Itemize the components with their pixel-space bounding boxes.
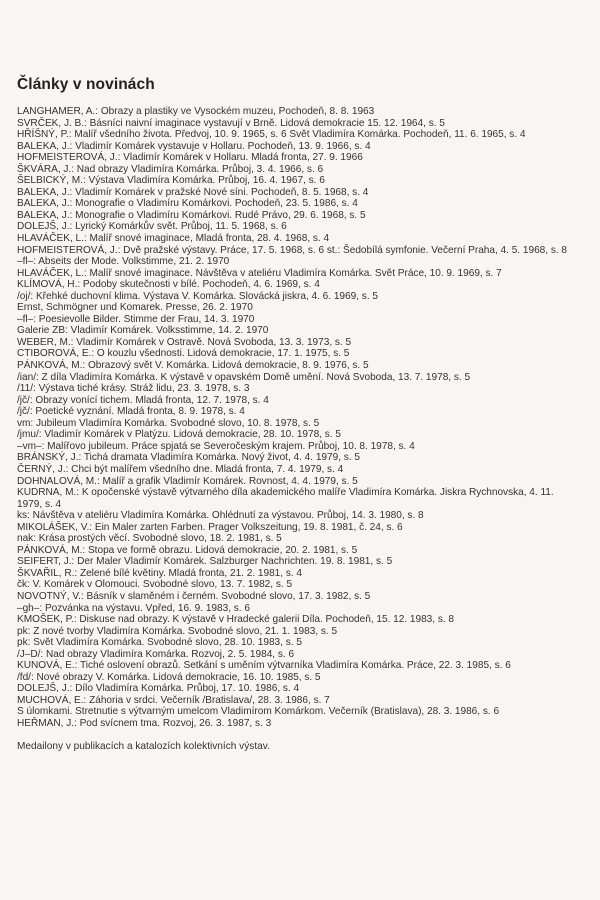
bibliography-entry: MUCHOVÁ, E.: Záhoria v srdci. Večerník /Bratislava/, 28. 3. 1986, s. 7 <box>17 694 330 706</box>
bibliography-entry: WEBER, M.: Vladimír Komárek v Ostravě. Nová Svoboda, 13. 3. 1973, s. 5 <box>17 336 352 348</box>
bibliography-entry: –vm–: Malířovo jubileum. Práce spjatá se Severočeským krajem. Průboj, 10. 8. 1978, s. 4 <box>17 440 415 452</box>
bibliography-entry: HLAVÁČEK, L.: Malíř snové imaginace. Návštěva v ateliéru Vladimíra Komárka. Svět Práce, 10. 9. 1969, s. 7 <box>17 267 502 279</box>
bibliography-entry: S úlomkami. Stretnutie s výtvarným umelcom Vladimírom Komárkom. Večerník (Bratislava), 28. 3. 1986, s. 6 <box>17 706 500 718</box>
bibliography-entry: BALEKA, J.: Vladimír Komárek vystavuje v Hollaru. Pochodeň, 13. 9. 1966, s. 4 <box>17 140 371 152</box>
bibliography-entry: KUNOVÁ, E.: Tiché oslovení obrazů. Setkání s uměním výtvarníka Vladimíra Komárka. Práce, 22. 3. 1985, s. 6 <box>17 660 511 672</box>
bibliography-entry: SVRČEK, J. B.: Básníci naivní imaginace vystavují v Brně. Lidová demokracie 15. 12. 1964, s. 5 <box>17 117 445 129</box>
bibliography-entry: HŘÍŠNÝ, P.: Malíř všedního života. Předvoj, 10. 9. 1965, s. 6 Svět Vladimíra Komárka. Pochodeň, 11. 6. 1965, s. 4 <box>17 129 526 141</box>
bibliography-entry: ŠKVÁRA, J.: Nad obrazy Vladimíra Komárka. Průboj, 3. 4. 1966, s. 6 <box>17 163 324 175</box>
bibliography-entry: HLAVÁČEK, L.: Malíř snové imaginace, Mladá fronta, 28. 4. 1968, s. 4 <box>17 233 330 245</box>
bibliography-entry: HEŘMAN, J.: Pod svícnem tma. Rozvoj, 26. 3. 1987, s. 3 <box>17 717 272 729</box>
bibliography-entry: PÁNKOVÁ, M.: Stopa ve formě obrazu. Lidová demokracie, 20. 2. 1981, s. 5 <box>17 544 358 556</box>
bibliography-entry: /jmu/: Vladimír Komárek v Platýzu. Lidová demokracie, 28. 10. 1978, s. 5 <box>17 429 341 441</box>
bibliography-entry: BRÁNSKÝ, J.: Tichá dramata Vladimíra Komárka. Nový život, 4. 4. 1979, s. 5 <box>17 452 360 464</box>
bibliography-entry: /11/: Výstava tiché krásy. Stráž lidu, 23. 3. 1978, s. 3 <box>17 383 250 395</box>
bibliography-entry: ŠELBICKÝ, M.: Výstava Vladimíra Komárka. Průboj, 16. 4. 1967, s. 6 <box>17 175 325 187</box>
bibliography-entry: BALEKA, J.: Monografie o Vladimíru Komárkovi. Rudé Právo, 29. 6. 1968, s. 5 <box>17 209 366 221</box>
bibliography-entry: /jč/: Obrazy vonící tichem. Mladá fronta, 12. 7. 1978, s. 4 <box>17 394 269 406</box>
bibliography-entry: –fl–: Abseits der Mode. Volkstimme, 21. 2. 1970 <box>17 256 230 268</box>
bibliography-entry: /J–D/: Nad obrazy Vladimíra Komárka. Rozvoj, 2. 5. 1984, s. 6 <box>17 648 295 660</box>
bibliography-entry: ks: Návštěva v ateliéru Vladimíra Komárka. Ohlédnutí za výstavou. Průboj, 14. 3. 1980, s. 8 <box>17 510 424 522</box>
bibliography-entry: KUDRNA, M.: K opočenské výstavě výtvarného díla akademického malíře Vladimíra Komárka. Jiskra Rychnovska, 4. 11. 1979, s. 4 <box>17 487 554 510</box>
bibliography-entry: DOLEJŠ, J.: Dílo Vladimíra Komárka. Průboj, 17. 10. 1986, s. 4 <box>17 683 300 695</box>
bibliography-entry: ČERNÝ, J.: Chci být malířem všedního dne. Mladá fronta, 7. 4. 1979, s. 4 <box>17 463 344 475</box>
bibliography-entry: DOHNALOVÁ, M.: Malíř a grafik Vladimír Komárek. Rovnost, 4. 4. 1979, s. 5 <box>17 475 358 487</box>
bibliography-entry: BALEKA, J.: Monografie o Vladimíru Komárkovi. Pochodeň, 23. 5. 1986, s. 4 <box>17 198 358 210</box>
bibliography-entry: vm: Jubileum Vladimíra Komárka. Svobodné slovo, 10. 8. 1978, s. 5 <box>17 417 320 429</box>
bibliography-entry: Galerie ZB: Vladimír Komárek. Volksstimme, 14. 2. 1970 <box>17 325 269 337</box>
bibliography-entry: NOVOTNÝ, V.: Básník v slaměném i černém. Svobodné slovo, 17. 3. 1982, s. 5 <box>17 590 371 602</box>
footer-note: Medailony v publikacích a katalozích kolektivních výstav. <box>17 741 270 753</box>
bibliography-entry: pk: Z nové tvorby Vladimíra Komárka. Svobodné slovo, 21. 1. 1983, s. 5 <box>17 625 338 637</box>
bibliography-entry: –fl–: Poesievolle Bilder. Stimme der Frau, 14. 3. 1970 <box>17 313 255 325</box>
bibliography-entry: /fd/: Nové obrazy V. Komárka. Lidová demokracie, 16. 10. 1985, s. 5 <box>17 671 321 683</box>
bibliography-entry: čk: V. Komárek v Olomouci. Svobodné slovo, 13. 7. 1982, s. 5 <box>17 579 293 591</box>
bibliography-entry: SEIFERT, J.: Der Maler Vladimír Komárek. Salzburger Nachrichten. 19. 8. 1981, s. 5 <box>17 556 393 568</box>
bibliography-entry: BALEKA, J.: Vladimír Komárek v pražské Nové síni. Pochodeň, 8. 5. 1968, s. 4 <box>17 186 369 198</box>
bibliography-entry: ŠKVAŘIL, R.: Zelené bílé květiny. Mladá fronta, 21. 2. 1981, s. 4 <box>17 567 303 579</box>
bibliography-entry: Ernst, Schmögner und Komarek. Presse, 26. 2. 1970 <box>17 302 253 314</box>
bibliography-entry: KMOŠEK, P.: Diskuse nad obrazy. K výstavě v Hradecké galerii Díla. Pochodeň, 15. 12. 1983, s. 8 <box>17 614 455 626</box>
bibliography-entry: –gh–: Pozvánka na výstavu. Vpřed, 16. 9. 1983, s. 6 <box>17 602 250 614</box>
bibliography-entry: nak: Krása prostých věcí. Svobodné slovo, 18. 2. 1981, s. 5 <box>17 533 282 545</box>
bibliography-entry: PÁNKOVÁ, M.: Obrazový svět V. Komárka. Lidová demokracie, 8. 9. 1976, s. 5 <box>17 360 369 372</box>
bibliography-entry: pk: Svět Vladimíra Komárka. Svobodné slovo, 28. 10. 1983, s. 5 <box>17 637 302 649</box>
bibliography-entry: CTIBOROVÁ, E.: O kouzlu všednosti. Lidová demokracie, 17. 1. 1975, s. 5 <box>17 348 350 360</box>
bibliography-entry: HOFMEISTEROVÁ, J.: Dvě pražské výstavy. Práce, 17. 5. 1968, s. 6 st.: Šedobílá symfonie. Večerní Praha, 4. 5. 1968, s. 8 <box>17 244 568 256</box>
section-title: Články v novinách <box>17 76 155 93</box>
bibliography-entry: MIKOLÁŠEK, V.: Ein Maler zarten Farben. Prager Volkszeitung, 19. 8. 1981, č. 24, s. 6 <box>17 521 403 533</box>
bibliography-list <box>17 106 573 730</box>
bibliography-entry: /oj/: Křehké duchovní klima. Výstava V. Komárka. Slovácká jiskra, 4. 6. 1969, s. 5 <box>17 290 378 302</box>
bibliography-entry: DOLEJŠ, J.: Lyrický Komárkův svět. Průboj, 11. 5. 1968, s. 6 <box>17 221 287 233</box>
bibliography-entry: /ian/: Z díla Vladimíra Komárka. K výstavě v opavském Domě umění. Nová Svoboda, 13. 7. 1978, s. 5 <box>17 371 471 383</box>
bibliography-entry: KLÍMOVÁ, H.: Podoby skutečnosti v bílé. Pochodeň, 4. 6. 1969, s. 4 <box>17 279 320 291</box>
bibliography-entry: LANGHAMER, A.: Obrazy a plastiky ve Vysockém muzeu, Pochodeň, 8. 8. 1963 <box>17 106 375 117</box>
bibliography-entry: HOFMEISTEROVÁ, J.: Vladimír Komárek v Hollaru. Mladá fronta, 27. 9. 1966 <box>17 152 363 164</box>
document-page <box>17 76 573 763</box>
bibliography-entry: /jč/: Poetické vyznání. Mladá fronta, 8. 9. 1978, s. 4 <box>17 406 245 418</box>
